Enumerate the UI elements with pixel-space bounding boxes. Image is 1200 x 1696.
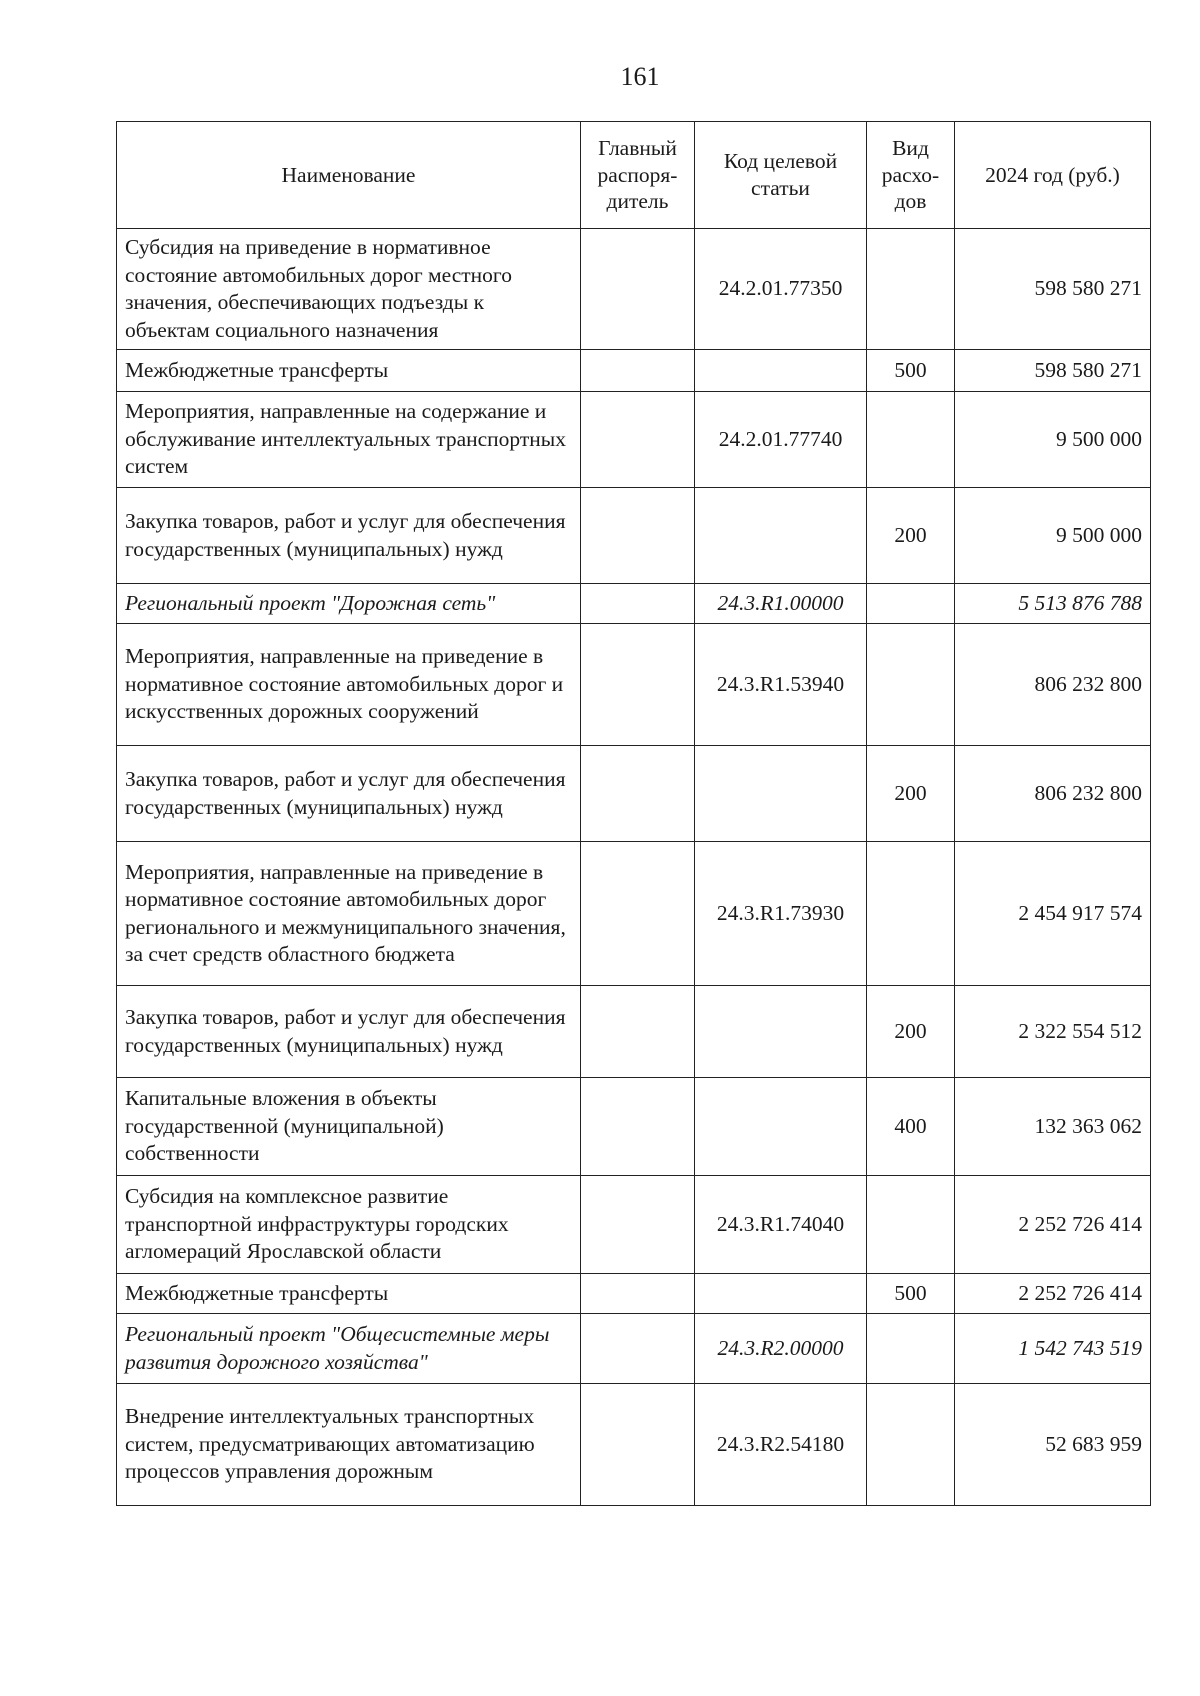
cell-kind [867, 392, 955, 488]
cell-code [695, 488, 867, 584]
table-row [117, 624, 1151, 746]
table-row [117, 1384, 1151, 1506]
cell-kind [867, 1176, 955, 1274]
cell-amount: 806 232 800 [955, 746, 1151, 842]
cell-code: 24.3.R1.73930 [695, 842, 867, 986]
table-row [117, 350, 1151, 392]
cell-admin [581, 1384, 695, 1506]
cell-code: 24.3.R2.54180 [695, 1384, 867, 1506]
cell-name: Капитальные вложения в объекты государственной (муниципальной) собственности [117, 1078, 581, 1176]
header-name: Наименование [117, 122, 581, 229]
cell-code [695, 350, 867, 392]
cell-code [695, 986, 867, 1078]
cell-kind [867, 584, 955, 624]
table-row [117, 584, 1151, 624]
cell-name: Субсидия на комплексное развитие транспортной инфраструктуры городских агломераций Ярославской области [117, 1176, 581, 1274]
cell-code: 24.3.R2.00000 [695, 1314, 867, 1384]
cell-name: Региональный проект "Общесистемные меры развития дорожного хозяйства" [117, 1314, 581, 1384]
cell-amount: 1 542 743 519 [955, 1314, 1151, 1384]
cell-admin [581, 488, 695, 584]
cell-code: 24.2.01.77740 [695, 392, 867, 488]
cell-admin [581, 1314, 695, 1384]
cell-code: 24.3.R1.53940 [695, 624, 867, 746]
cell-amount: 598 580 271 [955, 350, 1151, 392]
cell-name: Субсидия на приведение в нормативное состояние автомобильных дорог местного значения, обеспечивающих подъезды к объектам социального назначения [117, 229, 581, 350]
table-row [117, 488, 1151, 584]
cell-amount: 2 454 917 574 [955, 842, 1151, 986]
cell-amount: 2 252 726 414 [955, 1274, 1151, 1314]
cell-kind [867, 1384, 955, 1506]
header-code: Код целевой статьи [695, 122, 867, 229]
cell-name: Закупка товаров, работ и услуг для обеспечения государственных (муниципальных) нужд [117, 746, 581, 842]
cell-admin [581, 624, 695, 746]
header-amount: 2024 год (руб.) [955, 122, 1151, 229]
page-number: 161 [620, 62, 660, 91]
cell-kind [867, 229, 955, 350]
cell-amount: 5 513 876 788 [955, 584, 1151, 624]
cell-amount: 132 363 062 [955, 1078, 1151, 1176]
cell-kind: 200 [867, 488, 955, 584]
table-header-row [117, 122, 1151, 229]
header-kind: Вид расхо-дов [867, 122, 955, 229]
table-row [117, 229, 1151, 350]
table-row [117, 392, 1151, 488]
cell-admin [581, 229, 695, 350]
cell-name: Внедрение интеллектуальных транспортных систем, предусматривающих автоматизацию процессов управления дорожным [117, 1384, 581, 1506]
cell-name: Закупка товаров, работ и услуг для обеспечения государственных (муниципальных) нужд [117, 986, 581, 1078]
cell-name: Мероприятия, направленные на приведение в нормативное состояние автомобильных дорог регионального и межмуниципального значения, за счет средств областного бюджета [117, 842, 581, 986]
table-row [117, 1078, 1151, 1176]
cell-code [695, 1274, 867, 1314]
cell-name: Мероприятия, направленные на приведение в нормативное состояние автомобильных дорог и искусственных дорожных сооружений [117, 624, 581, 746]
cell-admin [581, 350, 695, 392]
cell-kind: 500 [867, 350, 955, 392]
cell-kind: 200 [867, 746, 955, 842]
table-row [117, 746, 1151, 842]
table-row [117, 1274, 1151, 1314]
table-body [117, 229, 1151, 1506]
cell-admin [581, 842, 695, 986]
cell-kind [867, 624, 955, 746]
cell-code: 24.2.01.77350 [695, 229, 867, 350]
cell-name: Региональный проект "Дорожная сеть" [117, 584, 581, 624]
cell-amount: 52 683 959 [955, 1384, 1151, 1506]
table-row [117, 1176, 1151, 1274]
cell-name: Межбюджетные трансферты [117, 1274, 581, 1314]
cell-kind: 200 [867, 986, 955, 1078]
cell-admin [581, 584, 695, 624]
header-admin: Главный распоря-дитель [581, 122, 695, 229]
cell-admin [581, 746, 695, 842]
table-row [117, 1314, 1151, 1384]
cell-kind: 500 [867, 1274, 955, 1314]
cell-name: Мероприятия, направленные на содержание и обслуживание интеллектуальных транспортных систем [117, 392, 581, 488]
cell-code: 24.3.R1.00000 [695, 584, 867, 624]
table-row [117, 842, 1151, 986]
cell-amount: 598 580 271 [955, 229, 1151, 350]
cell-admin [581, 1274, 695, 1314]
cell-admin [581, 1176, 695, 1274]
cell-kind: 400 [867, 1078, 955, 1176]
cell-name: Межбюджетные трансферты [117, 350, 581, 392]
cell-code: 24.3.R1.74040 [695, 1176, 867, 1274]
cell-kind [867, 842, 955, 986]
cell-admin [581, 392, 695, 488]
cell-amount: 2 322 554 512 [955, 986, 1151, 1078]
cell-code [695, 1078, 867, 1176]
cell-amount: 806 232 800 [955, 624, 1151, 746]
cell-amount: 9 500 000 [955, 488, 1151, 584]
table-row [117, 986, 1151, 1078]
cell-amount: 2 252 726 414 [955, 1176, 1151, 1274]
cell-amount: 9 500 000 [955, 392, 1151, 488]
cell-admin [581, 1078, 695, 1176]
cell-code [695, 746, 867, 842]
cell-name: Закупка товаров, работ и услуг для обеспечения государственных (муниципальных) нужд [117, 488, 581, 584]
cell-admin [581, 986, 695, 1078]
cell-kind [867, 1314, 955, 1384]
budget-table [116, 121, 1151, 1506]
